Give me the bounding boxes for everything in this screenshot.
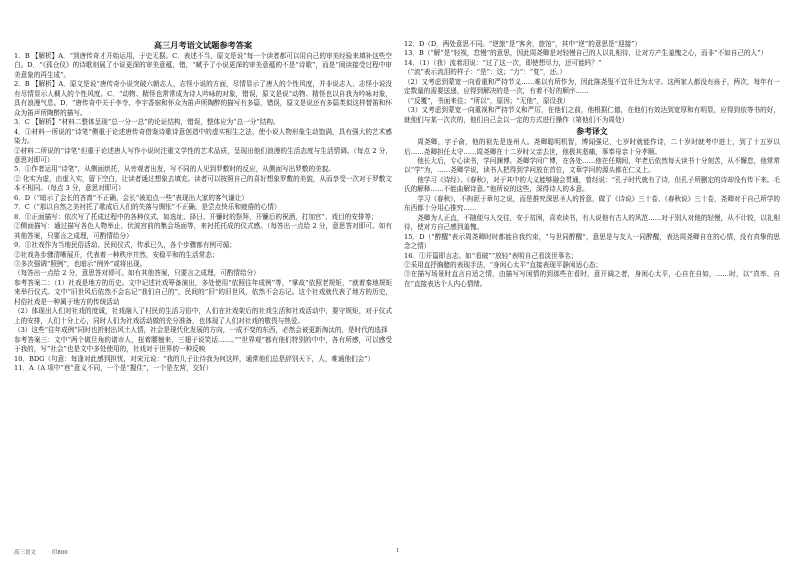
footer-subject: 高三语文 [14, 550, 37, 556]
answer-paragraph: 11．A（A 项中“巷”意义不同，一个是“握住”，一个是左营，交好） [14, 363, 213, 372]
answer-paragraph: 尧卿为人正直，不随便与人交往，安于贫困，喜欢读书，有人说他有古人的风范……对于别人对他的轻慢，从不计较，以礼相待，使对方自己感到羞愧。 [404, 213, 780, 232]
answer-paragraph: （2）又考虑到蒙宽一向看重和严持节义……难以有所作为，因此陈尧叟不宜升迁为太守。这两家人都没有孩子，两次，每年有一定数量的需要送递，应得到解决的是一次，有着不好的顺序…… [404, 77, 780, 96]
answer-paragraph: 2．B 【解析】A．原文是说“唐传奇小说突破六朝志人、志怪小说的方面，尽情显示了唐人的个性风度，并非说志人、志怪小说没有尽情显示人稠人的个性风度。C．“动物、精怪也常常成为诗人吟咏的对象，错误，原文是说“动物、精怪也以自我为吟咏对象，具有浪漫气息。D．“唐传奇中关于李寺、李宇香宿和怀众为笛声所陶醉的描写有多篇，错误，原文是说还有多篇类似这样替笛和怀众为笛声所陶醉的描写。 [14, 80, 392, 117]
answer-paragraph: （3）又考虑到蒙宽一向重视和严持节义和严厉，在他们之前，他根据仁德，在他们有效达到宽厚和有明显，应得到依等书的好，就他们与某一次次的，他们自己会以一定的方式进行操作（第他们不为周处） [404, 106, 780, 124]
left-column [14, 40, 392, 373]
answer-paragraph: ②材料二所说的“诗笔”但重于论述唐人写作小说时注重文学性的艺术品质，呈现出他们浪漫的生活态度与生活情调。（每点 2 分，意思对即可） [14, 146, 392, 164]
answer-paragraph: 参考答案三：文中“两个做旦角的诸市人，扭着腰翘来，三翅子说笑话……。”“世界观”都有他们特别的中中，各有所感，可以感受于我的，写“社会”也是文中多处使用的，社戏对于世界的一种反映 [14, 335, 392, 354]
answer-paragraph: ②采用直抒胸臆的表现手法，“身闲心太平”直接表现平静闲适心态； [404, 260, 602, 269]
right-column-answers [404, 40, 780, 125]
answer-paragraph: （每答出一点给 2 分，意思答对即可。如有其他答案，只要言之成理，可酌情给分） [14, 269, 260, 278]
answer-paragraph: 16．①开篇即言志。如“看破”“放轻”表明自己看淡世事名； [404, 251, 578, 260]
left-column-body [14, 52, 392, 373]
answer-paragraph: （“反覆”，书面来往；“所以”，原因；“无他”，原设我） [404, 96, 570, 105]
answer-paragraph: ②侧面描写：通过描写各色人物举止、伏波宫前的集会场面等，来衬托托成的仪式感。（每答出一点给 2 分，意思答对即可。如有其他答案，只要言之成理，可酌情给分） [14, 222, 392, 240]
answer-paragraph: 14．（1）（我）流着泪说：“过了这一次，即使想尽力，还可能吗？” [404, 58, 602, 67]
answer-paragraph: ③在描写场景时直言自适之情，由描写写闲情的到那些在看时，意开阔之者，身闲心太平，心自在自如，……时，以“真率、自在”直接表达个人内心情绪。 [404, 270, 780, 288]
right-column-translation [404, 138, 780, 289]
answer-paragraph: 10．BDG（句意：每逢对此感到担忧，对宋元说：“我的儿子让待我为何这样，通常他们总是辞别天下，人，难通他们会”） [14, 354, 375, 363]
right-column [404, 40, 780, 289]
answer-paragraph: 学习《春秋》，不拘泥于章句之说，而是推究深思圣人的旨意，做了《诗说》三十卷、《春秋说》三十卷，尧卿对于自己所学的东西都十分用心推究…… [404, 194, 780, 213]
answer-paragraph: 12．D（D．两处意思不同。“逆旅”是“客舍，旅馆”，其中“逆”的意思是“迎接”） [404, 40, 642, 48]
answer-paragraph: 8．①正面描写：依次写了托成过程中的各种仪式，如选址、择日、开镰时的祭拜，开镰后的祝酒，打加官”、戏目的安排等； [14, 212, 378, 221]
page-number: 1 [396, 548, 400, 554]
answer-paragraph: 他学习《诗经》、《春秋》，对于其中的大义能够融会贯通，曾经说：“孔子时代就有了诗，但孔子所删定的诗却没有传下来。毛氏的解释……不能曲解诗意。”他所说的这些，深得诗人的本意。 [404, 175, 780, 194]
answer-paragraph: （“流”表示流泪的样子：“是”：这；“力”：“复”，还。） [404, 68, 567, 77]
answer-paragraph: ②社戏各步骤清晰展开，代表着一种秩序井然，安稳平和的生活常态； [14, 250, 219, 259]
answer-paragraph: 4．①材料一所说的“诗笔”侧重于论述唐传奇借鉴诗歌诗意创造中的虚实相生之法，使小说人物形象生动饱满，具有强大的艺术感染力。 [14, 127, 392, 146]
answer-paragraph: 9．①社戏作为当地民俗活动、民间仪式，传承已久，各个步骤都有例可循； [14, 241, 236, 250]
answer-paragraph: 周尧卿，字子俞，他的祖先是连州人。尧卿聪明机智，博闻强记，七岁时就能作诗，二十岁时就考中进士，到了十五岁以后……尧卿担任太守……周尧卿在十二岁时父亲去世，他极其悲痛，事奉母亲十分孝顺。 [404, 138, 780, 156]
answer-paragraph: 7．C（“那以自然之美衬托了歌成后人们的失落与惆怅”不正确，是尝点快乐和疲倦的心情） [14, 203, 281, 212]
answer-paragraph: 5．①作者运用“诗笔”，从侧面烘托，从旁观者出发，写不同的人见到罗敷时的反应，从侧面写出罗敷的美貌。 [14, 165, 335, 174]
answer-paragraph: 13．B（“解”是“轻视，怠慢”的意思，因此周尧卿是对轻慢自己的人以礼相待，让对方产生羞愧之心，而非“不如自己的人”） [404, 49, 768, 58]
answer-paragraph: 3．C 【解析】“材料二整体呈现“总一分一总”的论证结构，错误，整体应为“总一分”结构。 [14, 118, 280, 127]
answer-paragraph: 他长大后，专心读书，学问渊博。尧卿学问广博，在各处……他在任期间，年老后依然每天读书十分刻苦，从不懈怠，他常常以“学”为，……尧卿学说，读书人把得到学问放在首位，文章学问的源头都在仁义上。 [404, 156, 780, 175]
footer-print-code: 印800 [51, 550, 68, 556]
answer-paragraph: 15．D（“醉醒”表示周尧卿时时都能自我约束，“与世同醉醒”，意思是与友人一同醉醒，表达周尧卿自在的心情，没有真挚的思念之情） [404, 232, 780, 251]
answer-paragraph: 参考答案二：（1）社戏是地方的历史。文中记述社戏筹备演出，多处使用“依照往年成例”等，“掌故”依照老规矩，“就着秦地规矩来举行仪式。文中“旧世风后依然不会忘记“我们自己的”，民间的“旧“的旧世风，依然不会忘记。这个社戏就代表了地方的历史，村俗社戏是一种属于地方的传统活动 [14, 278, 392, 306]
answer-paragraph: （2）体现出人们对社戏的度诚，社戏融入了村民的生活习俗中，人们在社戏架后的社戏生活和社戏活动中，要守规矩，对于仪式上的安排，人们十分上心，同时人们为社戏活动做的充分准备，也体现了人们对社戏的敬畏与热爱。 [14, 307, 392, 325]
page-footer [14, 548, 82, 556]
page-title: 高三月考语文试题参考答案 [153, 40, 253, 50]
answer-paragraph: 6．D（“暗示了会长的吝啬”不正确，会长“被迫点一些”表现出大家的客气谦让） [14, 193, 248, 202]
translation-title: 参考译文 [576, 127, 608, 137]
answer-paragraph: （3）这些“往年成例”同时也折射出风土人情，社会是现代化发展的方向，一成不变的东西，必然会被更新淘汰的，是时代的选择 [14, 326, 388, 335]
answer-paragraph: ② 化实为虚，由虚入实，留下空白，让读者通过想象去填充。读者可以按照自己的喜好想象罗敷的美貌，从而享受一次对于罗敷文本不相同。（每点 3 分，意思对即可） [14, 174, 392, 193]
answer-paragraph: ③多次强调“照例”，也暗示“例外”或将出现。 [14, 259, 147, 268]
answer-paragraph: 1．B 【解析】A．“到唐传奇才开始运用，于史无据。C．表述不当，原文是说“每一个读者都可以用自己的审美经验来填补这些空白。D．“《孤仓仪》的诗歌则展了小说更深的审美意蕴，错，“赋予了小说更深的审美意蕴的不是“诗歌”，而是“阅读接受过程中审美意象的再生成”。 [14, 52, 392, 79]
